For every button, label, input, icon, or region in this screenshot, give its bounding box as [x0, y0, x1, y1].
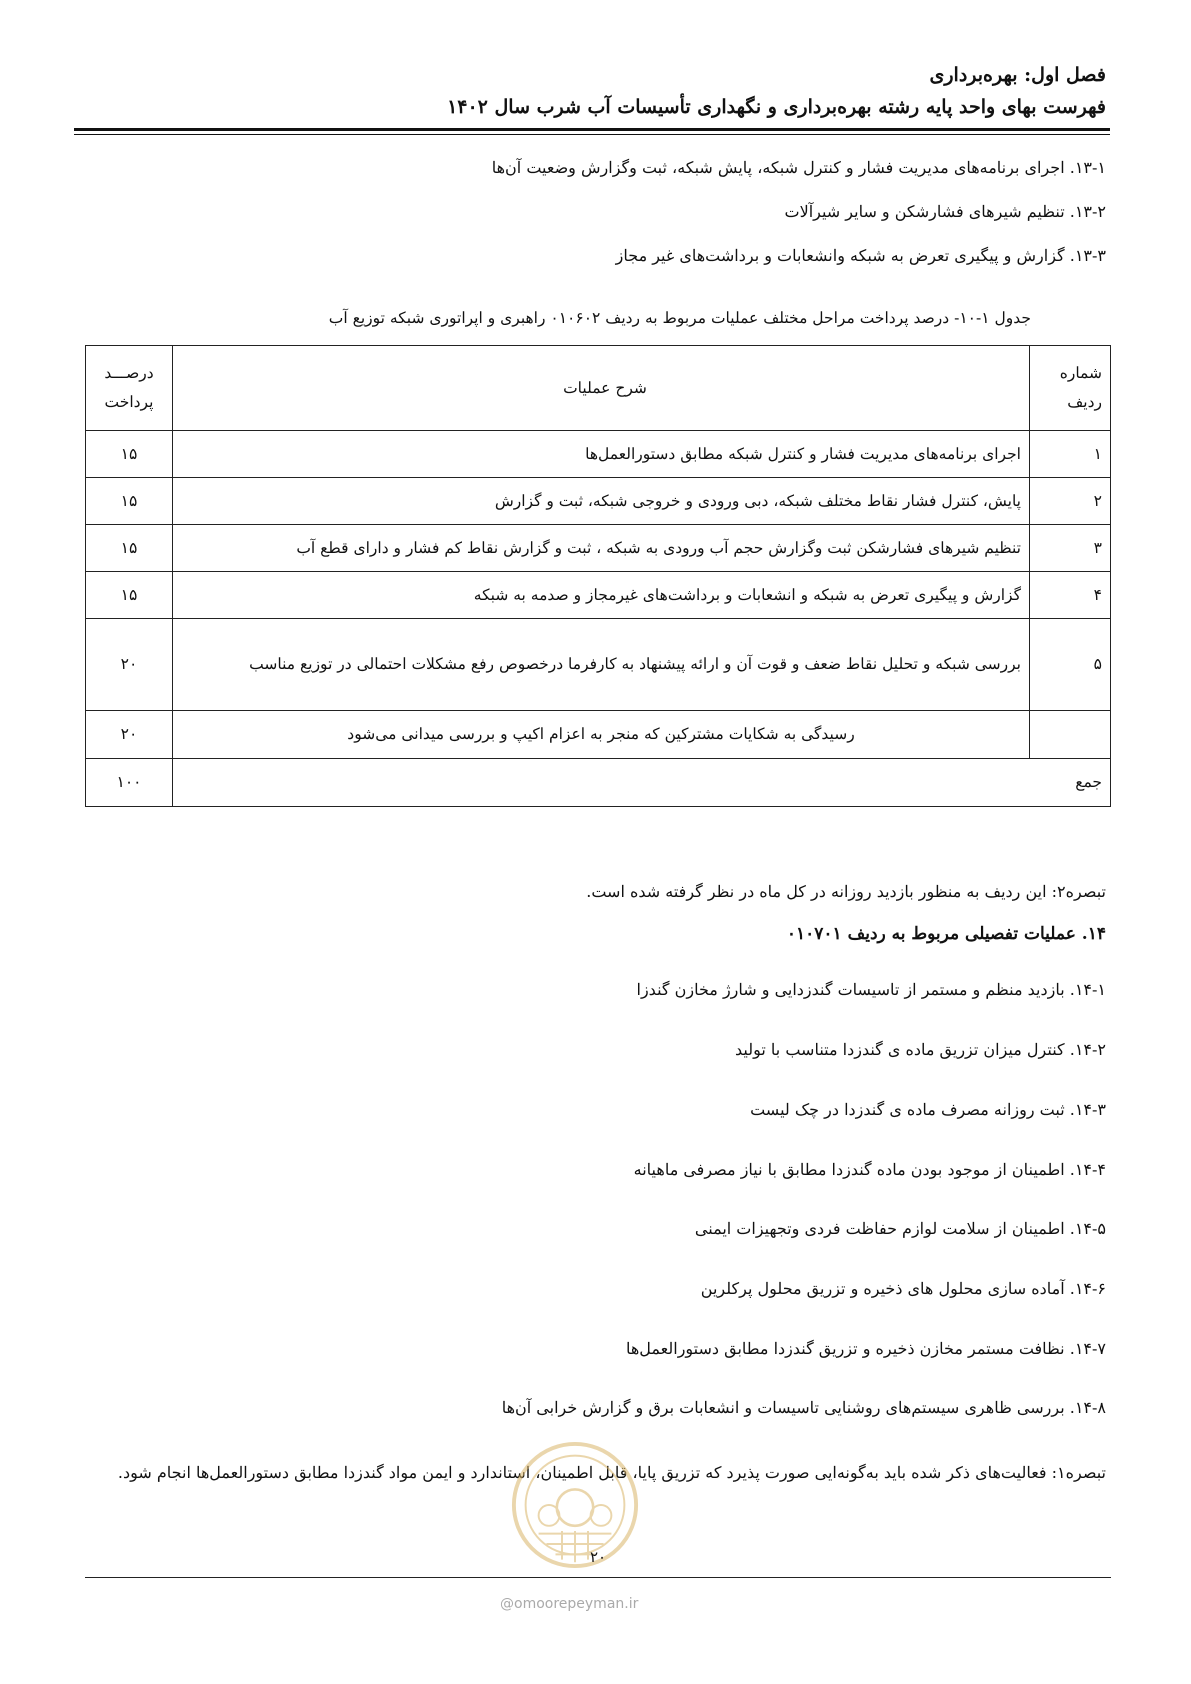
header-rule-thin — [74, 134, 1110, 135]
operations-table — [85, 345, 1111, 807]
table-row — [86, 711, 1111, 759]
row-percent: ۲۰ — [86, 711, 173, 759]
row-description: پایش، کنترل فشار نقاط مختلف شبکه، دبی ورودی و خروجی شبکه، ثبت و گزارش — [173, 478, 1030, 525]
intro-item-2: ۱۳-۲. تنظیم شیرهای فشارشکن و سایر شیرآلات — [784, 202, 1106, 221]
row-percent: ۱۵ — [86, 478, 173, 525]
section-14-item-3: ۱۴-۳. ثبت روزانه مصرف ماده ی گندزدا در چک لیست — [750, 1100, 1106, 1119]
page-number: ۲۰ — [589, 1548, 607, 1566]
table-row — [86, 431, 1111, 478]
header-row-number-line2: ردیف — [1067, 393, 1102, 411]
total-label: جمع — [173, 759, 1111, 807]
intro-item-3: ۱۳-۳. گزارش و پیگیری تعرض به شبکه وانشعابات و برداشت‌های غیر مجاز — [615, 246, 1106, 265]
section-14-item-8: ۱۴-۸. بررسی ظاهری سیستم‌های روشنایی تاسیسات و انشعابات برق و گزارش خرابی آن‌ها — [501, 1398, 1106, 1417]
section-14-item-6: ۱۴-۶. آماده سازی محلول های ذخیره و تزریق محلول پرکلرین — [700, 1279, 1106, 1298]
row-description: تنظیم شیرهای فشارشکن ثبت وگزارش حجم آب ورودی به شبکه ، ثبت و گزارش نقاط کم فشار و دارای قطع آب — [173, 525, 1030, 572]
intro-item-1: ۱۳-۱. اجرای برنامه‌های مدیریت فشار و کنترل شبکه، پایش شبکه، ثبت وگزارش وضعیت آن‌ها — [491, 158, 1106, 177]
section-14-title: ۱۴. عملیات تفصیلی مربوط به ردیف ۰۱۰۷۰۱ — [786, 924, 1106, 944]
header-percent-line2: پرداخت — [104, 393, 154, 411]
footer-rule — [85, 1577, 1111, 1578]
row-percent: ۱۵ — [86, 431, 173, 478]
row-percent: ۲۰ — [86, 619, 173, 711]
table-caption: جدول ۱-۱۰- درصد پرداخت مراحل مختلف عملیات مربوط به ردیف ۰۱۰۶۰۲ راهبری و اپراتوری شبکه توزیع آب — [328, 309, 1031, 327]
row-number: ۵ — [1030, 619, 1111, 711]
watermark-seal-icon — [510, 1440, 640, 1570]
section-14-item-2: ۱۴-۲. کنترل میزان تزریق ماده ی گندزدا متناسب با تولید — [735, 1040, 1106, 1059]
header-row-number-line1: شماره — [1059, 364, 1102, 383]
section-14-item-5: ۱۴-۵. اطمینان از سلامت لوازم حفاظت فردی وتجهیزات ایمنی — [694, 1219, 1106, 1238]
section-14-item-4: ۱۴-۴. اطمینان از موجود بودن ماده گندزدا مطابق با نیاز مصرفی ماهیانه — [633, 1160, 1106, 1179]
row-number: ۱ — [1030, 431, 1111, 478]
row-percent: ۱۵ — [86, 572, 173, 619]
row-percent: ۱۵ — [86, 525, 173, 572]
row-number: ۳ — [1030, 525, 1111, 572]
table-total-row — [86, 759, 1111, 807]
header-description: شرح عملیات — [173, 346, 1030, 431]
section-14-item-1: ۱۴-۱. بازدید منظم و مستمر از تاسیسات گندزدایی و شارژ مخازن گندزا — [636, 980, 1106, 999]
note-2: تبصره۲: این ردیف به منظور بازدید روزانه در کل ماه در نظر گرفته شده است. — [586, 882, 1106, 901]
table-row — [86, 478, 1111, 525]
table-row — [86, 572, 1111, 619]
table-header-row — [86, 346, 1111, 431]
row-description: اجرای برنامه‌های مدیریت فشار و کنترل شبکه مطابق دستورالعمل‌ها — [173, 431, 1030, 478]
section-14-item-7: ۱۴-۷. نظافت مستمر مخازن ذخیره و تزریق گندزدا مطابق دستورالعمل‌ها — [625, 1339, 1106, 1358]
row-number — [1030, 711, 1111, 759]
note-1: تبصره۱: فعالیت‌های ذکر شده باید به‌گونه‌ایی صورت پذیرد که تزریق پایا، قابل اطمینان، استاندارد و ایمن مواد گندزدا مطابق دستورالعمل‌ها انجام شود. — [117, 1463, 1106, 1482]
document-title: فهرست بهای واحد پایه رشته بهره‌برداری و نگهداری تأسیسات آب شرب سال ۱۴۰۲ — [447, 96, 1106, 118]
watermark-text: @omoorepeyman.ir — [500, 1596, 639, 1612]
table-row — [86, 525, 1111, 572]
row-description: بررسی شبکه و تحلیل نقاط ضعف و قوت آن و ارائه پیشنهاد به کارفرما درخصوص رفع مشکلات احتمالی در توزیع مناسب — [173, 619, 1030, 711]
row-number: ۲ — [1030, 478, 1111, 525]
row-description: رسیدگی به شکایات مشترکین که منجر به اعزام اکیپ و بررسی میدانی می‌شود — [173, 711, 1030, 759]
header-percent — [86, 346, 173, 431]
header-rule-thick — [74, 128, 1110, 131]
header-row-number — [1030, 346, 1111, 431]
total-value: ۱۰۰ — [86, 759, 173, 807]
row-number: ۴ — [1030, 572, 1111, 619]
chapter-title: فصل اول: بهره‌برداری — [929, 64, 1106, 86]
row-description: گزارش و پیگیری تعرض به شبکه و انشعابات و برداشت‌های غیرمجاز و صدمه به شبکه — [173, 572, 1030, 619]
header-percent-line1: درصـــد — [104, 364, 154, 383]
table-row — [86, 619, 1111, 711]
